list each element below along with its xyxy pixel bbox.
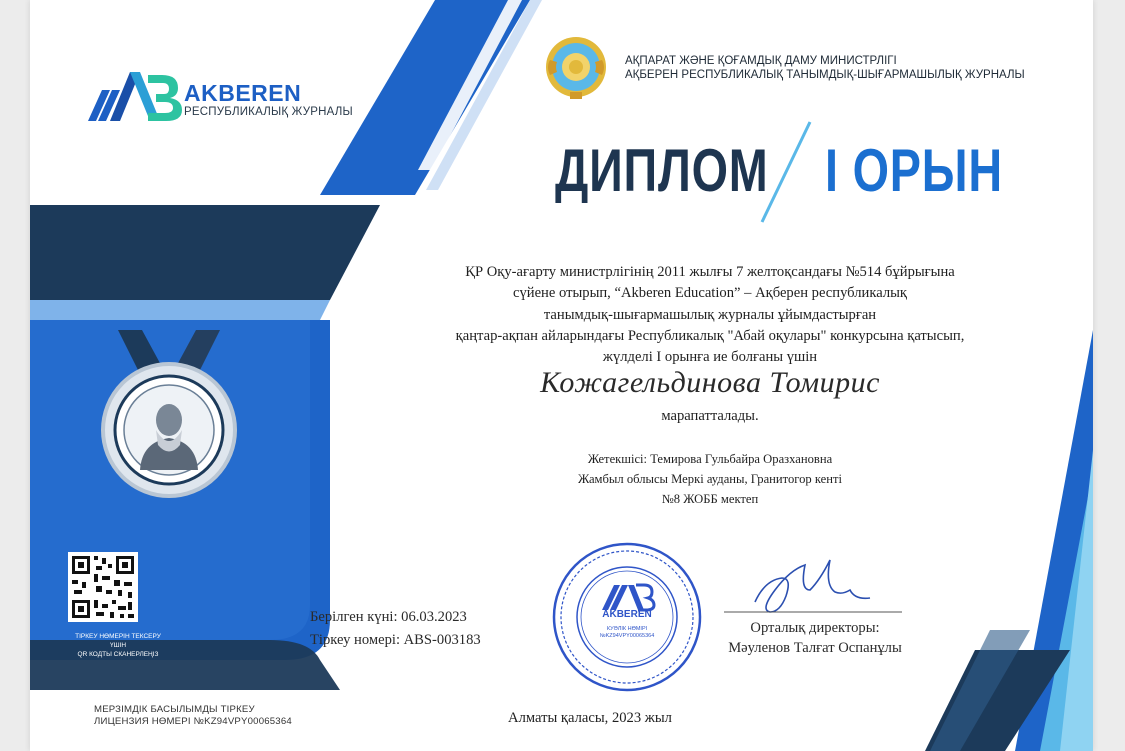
director-block: [695, 618, 935, 658]
seal-number: [587, 626, 667, 640]
director-role: Орталық директоры:: [750, 620, 880, 636]
supervisor-block: [510, 449, 910, 509]
qr-caption: [70, 632, 166, 659]
akberen-logo-icon: [88, 72, 182, 121]
award-line-3: танымдық-шығармашылық журналы ұйымдастырған: [543, 306, 877, 323]
diploma-title: ДИПЛОМ: [555, 137, 769, 204]
seal-number-label: КУӘЛІК НӨМІРІ: [606, 626, 648, 632]
issue-info: [310, 606, 481, 652]
supervisor-name: Жетекшісі: Темирова Гульбайра Оразхановна: [587, 452, 833, 466]
state-emblem-icon: [546, 37, 606, 99]
license-line-2: ЛИЦЕНЗИЯ НӨМЕРІ №KZ94VPY00065364: [94, 715, 292, 727]
award-line-5: жүлделі І орынға ие болғаны үшін: [602, 349, 818, 366]
brand-subtitle: РЕСПУБЛИКАЛЫҚ ЖУРНАЛЫ: [184, 106, 353, 118]
ministry-header: [625, 54, 1025, 82]
license-info: [94, 704, 292, 727]
ministry-line-2: АҚБЕРЕН РЕСПУБЛИКАЛЫҚ ТАНЫМДЫҚ-ШЫҒАРМАШЫЛЫҚ ЖУРНАЛЫ: [625, 69, 1025, 81]
seal-number-value: №KZ94VPY00065364: [599, 633, 655, 639]
ministry-line-1: АҚПАРАТ ЖӘНЕ ҚОҒАМДЫҚ ДАМУ МИНИСТРЛІГІ: [625, 55, 897, 67]
awarded-text: марапатталады.: [661, 408, 759, 424]
qr-code: [68, 552, 138, 622]
award-line-2: сүйене отырып, “Akberen Education” – Ақберен республикалық: [512, 285, 907, 302]
license-line-1: МЕРЗІМДІК БАСЫЛЫМДЫ ТІРКЕУ: [94, 704, 255, 715]
director-name: Мәуленов Талғат Оспанұлы: [728, 640, 902, 656]
issue-date: Берілген күні: 06.03.2023: [310, 609, 467, 625]
diploma-sheet: [30, 0, 1093, 751]
seal-brand: AKBEREN: [602, 609, 652, 620]
city-year: Алматы қаласы, 2023 жыл: [508, 710, 672, 726]
supervisor-school: №8 ЖОББ мектеп: [661, 492, 759, 506]
left-navy-block: [30, 205, 380, 300]
medal-icon: [103, 364, 235, 496]
brand-name: AKBEREN: [184, 80, 302, 106]
director-signature: [755, 560, 870, 612]
award-line-4: қаңтар-ақпан айларындағы Республикалық "Абай оқулары" конкурсына қатысып,: [455, 327, 965, 344]
recipient-name: Кожагельдинова Томирис: [540, 366, 880, 399]
registration-number: Тіркеу номері: ABS-003183: [310, 632, 481, 648]
qr-caption-line-2: QR КОДТЫ СКАНЕРЛЕҢІЗ: [77, 651, 159, 658]
place-title: І ОРЫН: [825, 137, 1003, 204]
supervisor-region: Жамбыл облысы Меркі ауданы, Гранитогор кенті: [577, 472, 843, 486]
title-divider: [762, 122, 810, 222]
qr-caption-line-1: ТІРКЕУ НӨМЕРІН ТЕКСЕРУ ҮШІН: [75, 633, 161, 649]
award-text: [380, 262, 1040, 368]
award-line-1: ҚР Оқу-ағарту министрлігінің 2011 жылғы 7 желтоқсандағы №514 бұйрығына: [465, 264, 955, 280]
